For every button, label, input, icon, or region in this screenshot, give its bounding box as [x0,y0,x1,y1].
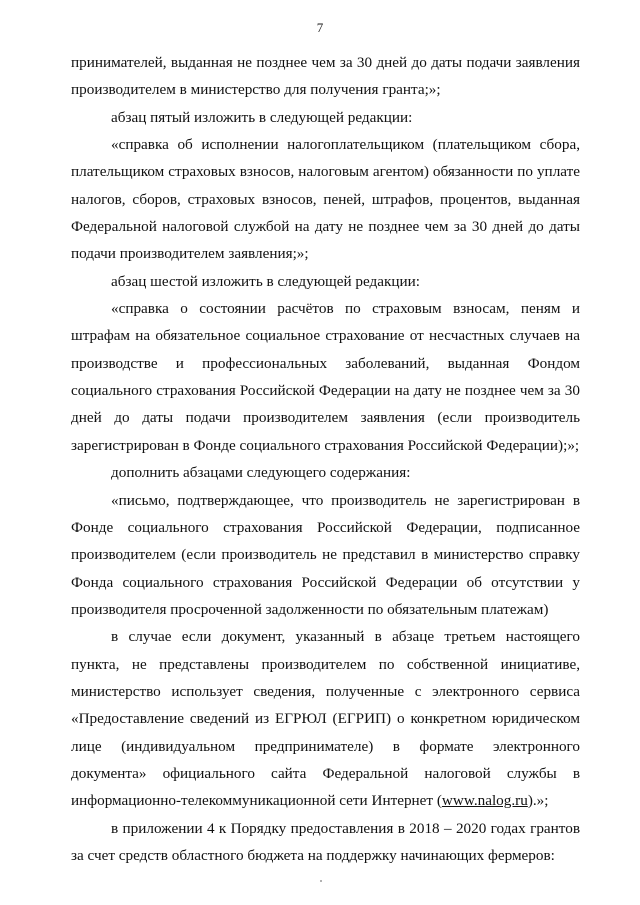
nalog-link[interactable]: www.nalog.ru [441,792,528,810]
paragraph-appendix-4: в приложении 4 к Порядку предоставления в 2018 – 2020 годах грантов за счет средств областного бюджета на поддержку начинающих фермеров: [71,819,580,864]
paragraph-continuation: принимателей, выданная не позднее чем за 30 дней до даты подачи заявления производителем в министерство для получения гранта;»; [71,54,580,99]
paragraph-instruction-sixth: абзац шестой изложить в следующей редакции: [111,272,420,290]
paragraph-egrul-service [71,623,580,814]
egrul-text-after: ).»; [527,792,549,810]
paragraph-insurance-certificate: «справка о состоянии расчётов по страховым взносам, пеням и штрафам на обязательное социальное страхование от несчастных случаев на производстве и профессиональных заболеваний, выданная Фондом социального страхования Российской Федерации на дату не позднее чем за 30 дней до даты подачи производителем заявления (если производитель зарегистрирован в Фонде социального страхования Российской Федерации);»; [71,300,580,454]
paragraph-tax-certificate: «справка об исполнении налогоплательщиком (плательщиком сбора, плательщиком страховых взносов, налоговым агентом) обязанности по уплате налогов, сборов, страховых взносов, пеней, штрафов, процентов, выданная Федеральной налоговой службой на дату не позднее чем за 30 дней до даты подачи производителем заявления;»; [71,136,580,263]
paragraph-letter: «письмо, подтверждающее, что производитель не зарегистрирован в Фонде социального страхования Российской Федерации, подписанное производителем (если производитель не представил в министерство справку Фонда социального страхования Российской Федерации об отсутствии у производителя просроченной задолженности по обязательным платежам) [71,491,580,618]
page-number: 7 [316,20,324,35]
scan-speck [320,880,322,882]
egrul-text-before: в случае если документ, указанный в абзаце третьем настоящего пункта, не представлены производителем по собственной инициативе, министерство использует сведения, полученные с электронного сервиса «Предоставление сведений из ЕГРЮЛ (ЕГРИП) о конкретном юридическом лице (индивидуальном предпринимателе) в формате электронного документа» официального сайта Федеральной налоговой службы в информационно-телекоммуникационной сети Интернет ( [71,628,580,810]
paragraph-instruction-add: дополнить абзацами следующего содержания: [111,464,411,482]
paragraph-instruction-fifth: абзац пятый изложить в следующей редакции: [111,108,413,126]
document-body [71,49,580,869]
